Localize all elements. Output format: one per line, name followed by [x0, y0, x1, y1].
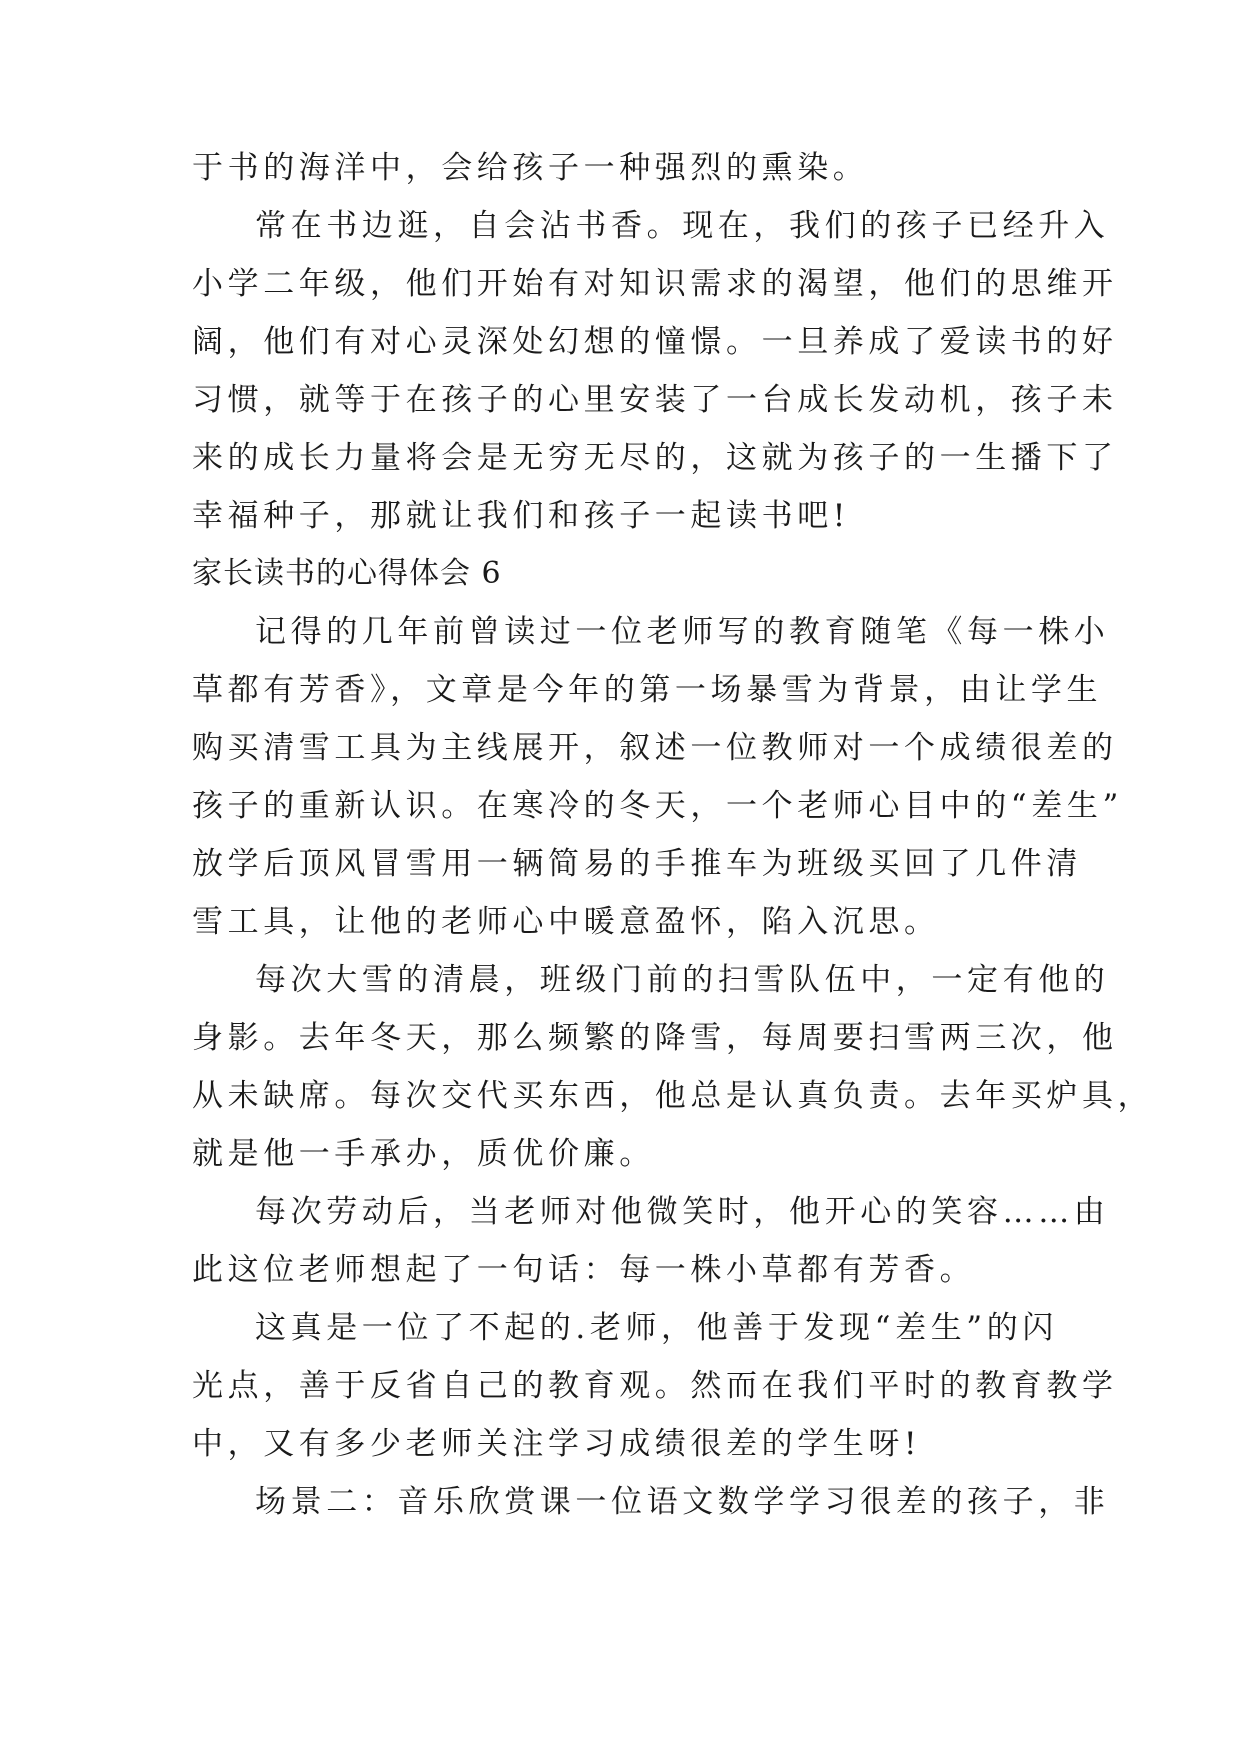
text-line: 身影。去年冬天，那么频繁的降雪，每周要扫雪两三次，他 — [192, 1020, 1118, 1056]
text-line: 于书的海洋中，会给孩子一种强烈的熏染。 — [192, 150, 869, 186]
paragraph-start-line: 常在书边逛，自会沾书香。现在，我们的孩子已经升入 — [255, 208, 1110, 244]
text-line: 来的成长力量将会是无穷无尽的，这就为孩子的一生播下了 — [192, 440, 1118, 476]
text-line: 小学二年级，他们开始有对知识需求的渴望，他们的思维开 — [192, 266, 1118, 302]
text-line: 光点，善于反省自己的教育观。然而在我们平时的教育教学 — [192, 1368, 1118, 1404]
paragraph-start-line: 每次劳动后，当老师对他微笑时，他开心的笑容……由 — [255, 1194, 1110, 1230]
text-line: 习惯，就等于在孩子的心里安装了一台成长发动机，孩子未 — [192, 382, 1118, 418]
text-line: 就是他一手承办，质优价廉。 — [192, 1136, 655, 1172]
text-line: 阔，他们有对心灵深处幻想的憧憬。一旦养成了爱读书的好 — [192, 324, 1118, 360]
text-line: 雪工具，让他的老师心中暖意盈怀，陷入沉思。 — [192, 904, 940, 940]
text-line: 从未缺席。每次交代买东西，他总是认真负责。去年买炉具， — [192, 1078, 1154, 1114]
text-line: 中，又有多少老师关注学习成绩很差的学生呀! — [192, 1426, 922, 1462]
text-line: 放学后顶风冒雪用一辆简易的手推车为班级买回了几件清 — [192, 846, 1082, 882]
text-line: 幸福种子，那就让我们和孩子一起读书吧! — [192, 498, 850, 534]
section-heading: 家长读书的心得体会 6 — [192, 556, 502, 591]
paragraph-start-line: 场景二：音乐欣赏课一位语文数学学习很差的孩子，非 — [255, 1484, 1110, 1520]
text-line: 此这位老师想起了一句话：每一株小草都有芳香。 — [192, 1252, 976, 1288]
paragraph-start-line: 这真是一位了不起的.老师，他善于发现“差生”的闪 — [255, 1310, 1058, 1346]
paragraph-start-line: 记得的几年前曾读过一位老师写的教育随笔《每一株小 — [255, 614, 1110, 650]
paragraph-start-line: 每次大雪的清晨，班级门前的扫雪队伍中，一定有他的 — [255, 962, 1110, 998]
text-line: 孩子的重新认识。在寒冷的冬天，一个老师心目中的“差生” — [192, 788, 1123, 824]
text-line: 草都有芳香》，文章是今年的第一场暴雪为背景，由让学生 — [192, 672, 1103, 708]
text-line: 购买清雪工具为主线展开，叙述一位教师对一个成绩很差的 — [192, 730, 1118, 766]
